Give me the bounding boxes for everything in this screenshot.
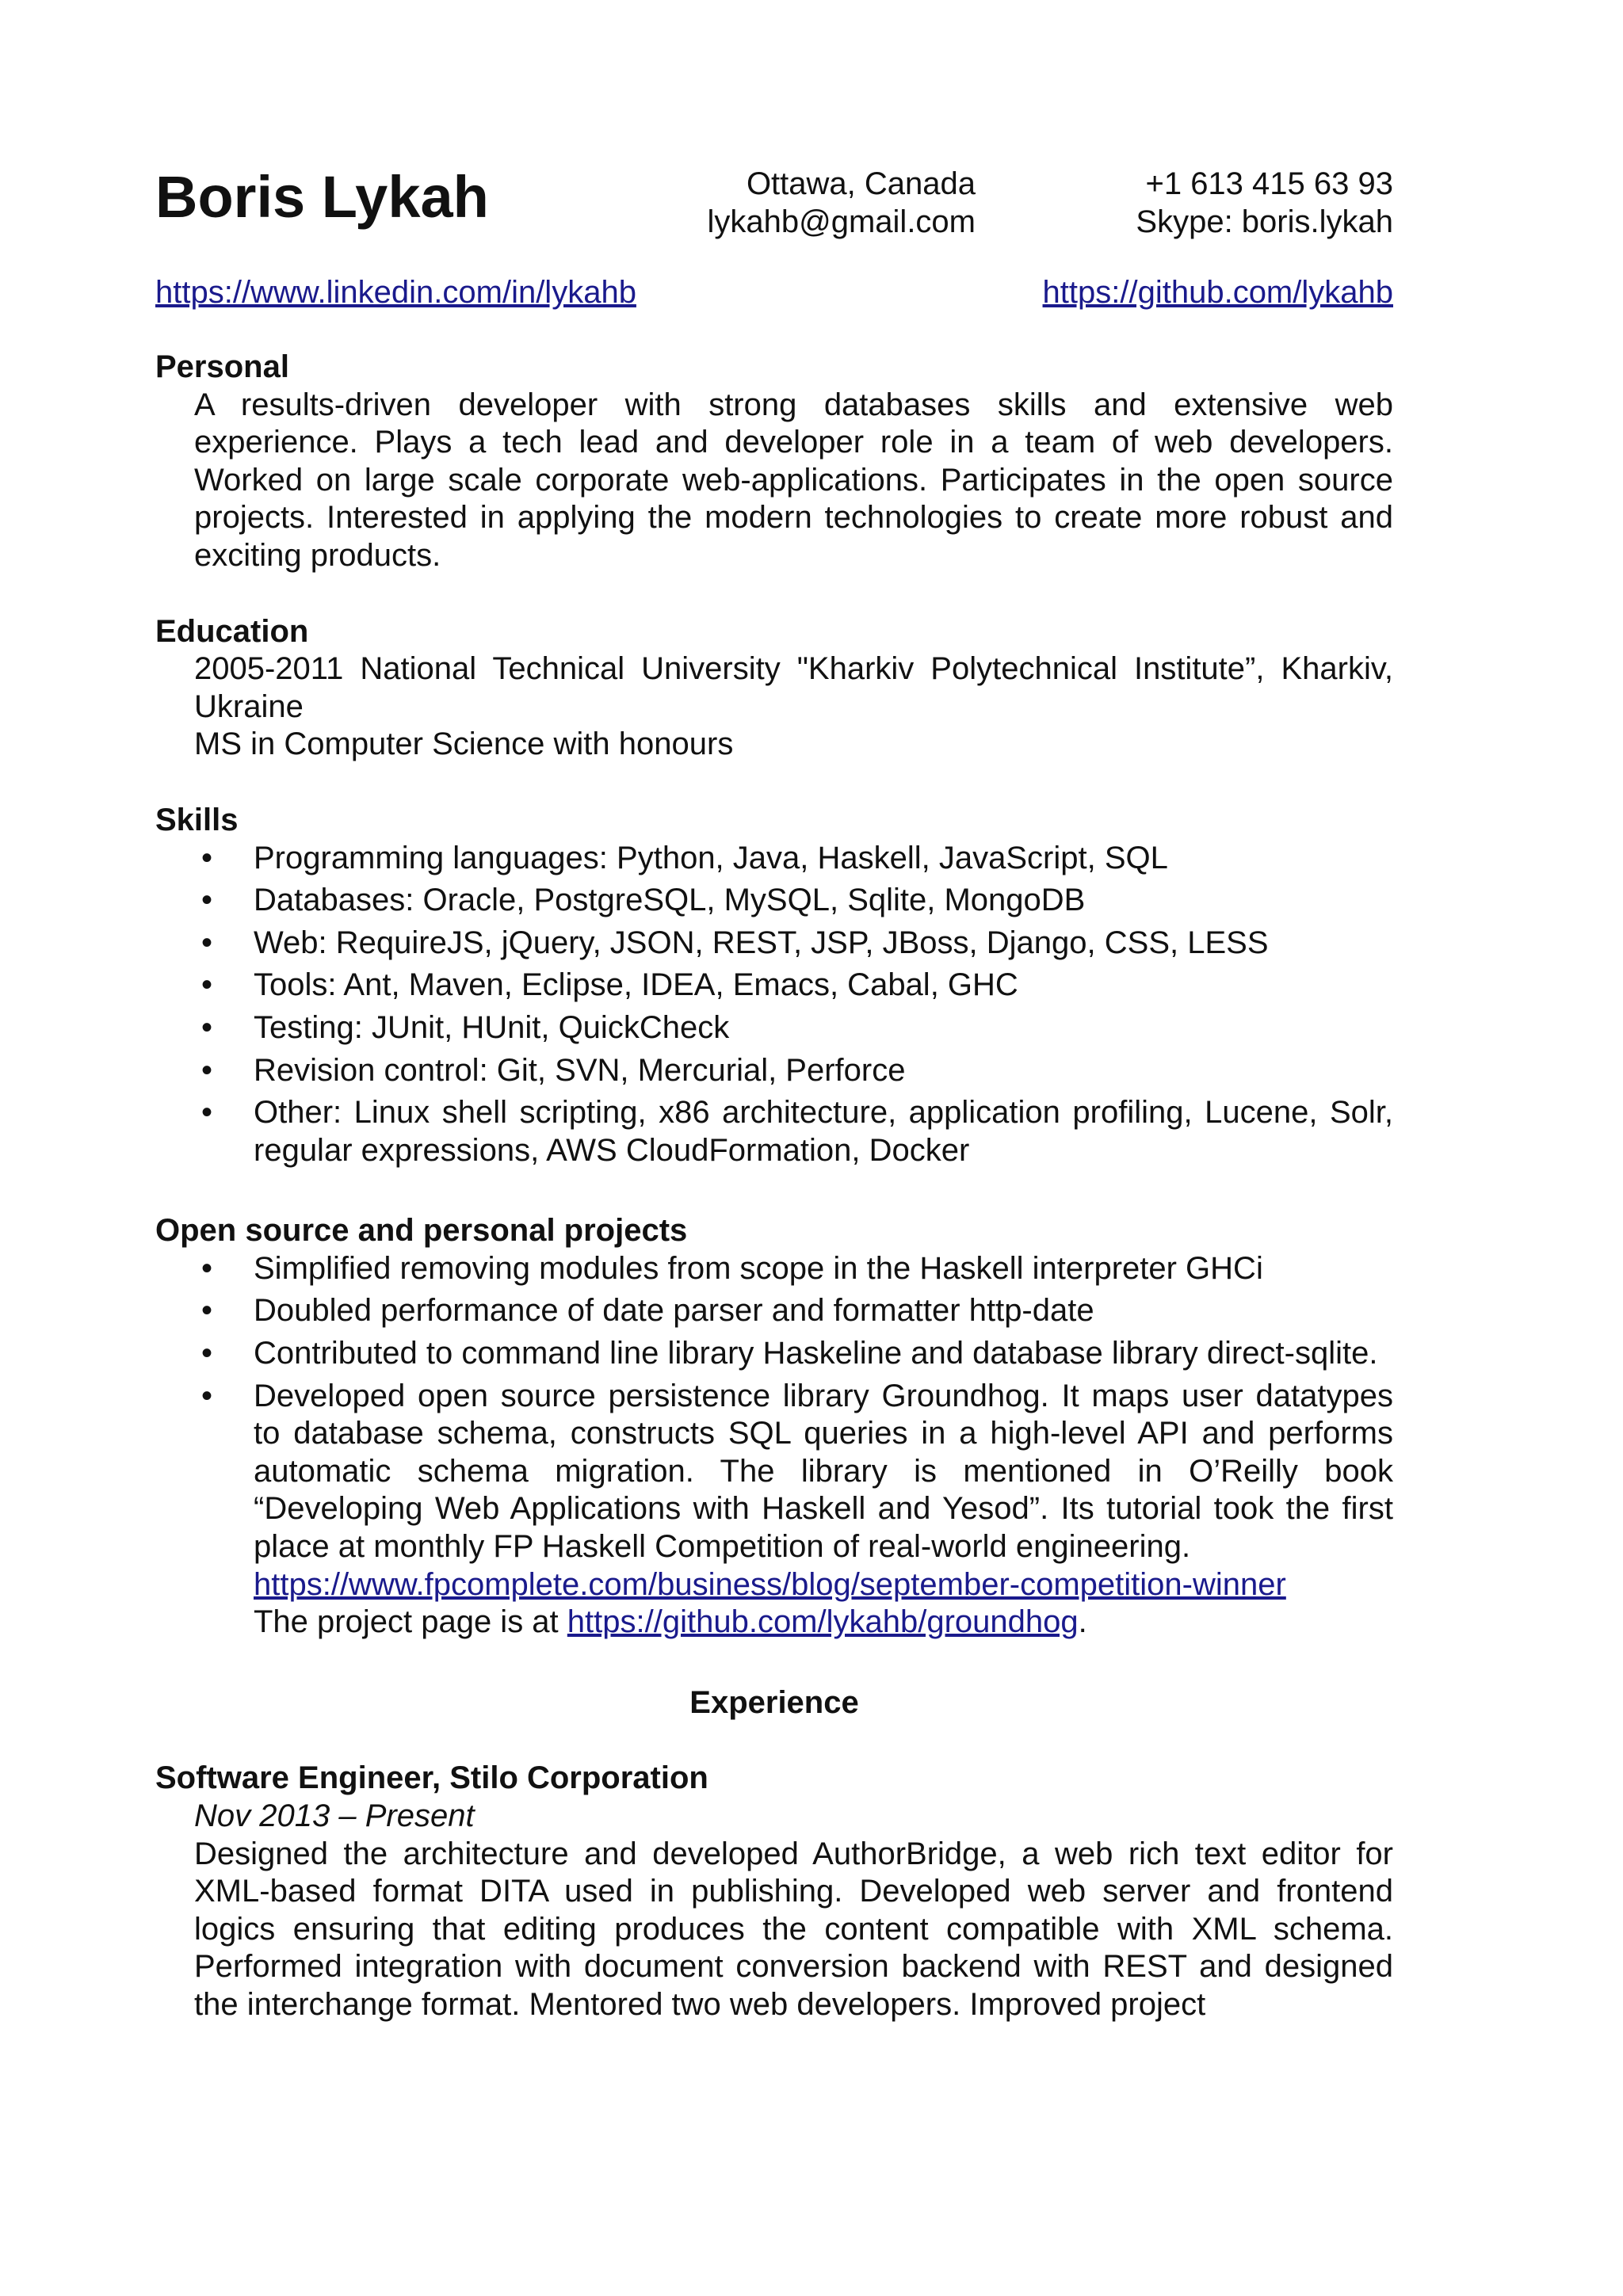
profile-links (155, 273, 1393, 311)
project-page-suffix: . (1078, 1604, 1087, 1640)
skype: Skype: boris.lykah (1136, 204, 1393, 239)
skill-item: • Tools: Ant, Maven, Eclipse, IDEA, Emacs, Cabal, GHC (155, 967, 1393, 1005)
job-title: Software Engineer, Stilo Corporation (155, 1760, 708, 1796)
skill-item: • Other: Linux shell scripting, x86 architecture, application profiling, Lucene, Solr, regular expressions, AWS CloudFormation, Docker (155, 1094, 1393, 1169)
project-item: • Simplified removing modules from scope in the Haskell interpreter GHCi (155, 1250, 1393, 1288)
email[interactable]: lykahb@gmail.com (707, 204, 976, 239)
location: Ottawa, Canada (746, 166, 976, 201)
skill-item: • Programming languages: Python, Java, Haskell, JavaScript, SQL (155, 840, 1393, 878)
contact-phone-block (1136, 165, 1393, 241)
competition-link[interactable]: https://www.fpcomplete.com/business/blog/september-competition-winner (254, 1566, 1286, 1602)
experience-heading: Experience (689, 1684, 859, 1720)
skills-list (155, 840, 1393, 1170)
linkedin-link[interactable]: https://www.linkedin.com/in/lykahb (155, 275, 636, 310)
candidate-name: Boris Lykah (155, 164, 489, 230)
project-page-prefix: The project page is at (254, 1604, 567, 1640)
job-description: Designed the architecture and developed AuthorBridge, a web rich text editor for XML-based format DITA used in publishing. Developed web server and frontend logics ensuring that editing produces the content compatible with XML schema. Performed integration with document conversion backend with REST and designed the interchange format. Mentored two web developers. Improved project (194, 1836, 1393, 2022)
groundhog-description: Developed open source persistence library Groundhog. It maps user datatypes to database schema, constructs SQL queries in a high-level API and performs automatic schema migration. The library is mentioned in O’Reilly book “Developing Web Applications with Haskell and Yesod”. Its tutorial took the first place at monthly FP Haskell Competition of real-world engineering. (254, 1378, 1393, 1565)
personal-heading: Personal (155, 349, 289, 384)
education-heading: Education (155, 613, 309, 649)
skill-item: • Testing: JUnit, HUnit, QuickCheck (155, 1009, 1393, 1047)
skills-heading: Skills (155, 802, 239, 837)
project-item: • Doubled performance of date parser and formatter http-date (155, 1292, 1393, 1330)
project-item-groundhog (155, 1378, 1393, 1642)
job-dates: Nov 2013 – Present (194, 1798, 475, 1833)
phone: +1 613 415 63 93 (1145, 166, 1393, 201)
project-item: • Contributed to command line library Haskeline and database library direct-sqlite. (155, 1335, 1393, 1373)
contact-location-block (708, 165, 976, 241)
skill-item: • Databases: Oracle, PostgreSQL, MySQL, Sqlite, MongoDB (155, 882, 1393, 920)
skill-item: • Revision control: Git, SVN, Mercurial, Perforce (155, 1052, 1393, 1090)
education-degree: MS in Computer Science with honours (194, 727, 734, 762)
resume-body (155, 349, 1393, 2024)
skill-item: • Web: RequireJS, jQuery, JSON, REST, JSP, JBoss, Django, CSS, LESS (155, 925, 1393, 963)
education-university: 2005-2011 National Technical University "Kharkiv Polytechnical Institute”, Kharkiv, Ukraine (194, 651, 1393, 724)
personal-summary: A results-driven developer with strong databases skills and extensive web experience. Plays a tech lead and developer role in a team of web developers. Worked on large scale corporate web-applications. Participates in the open source projects. Interested in applying the modern technologies to create more robust and exciting products. (194, 387, 1393, 573)
projects-heading: Open source and personal projects (155, 1213, 688, 1249)
groundhog-repo-link[interactable]: https://github.com/lykahb/groundhog (567, 1604, 1079, 1640)
projects-list (155, 1250, 1393, 1642)
github-link[interactable]: https://github.com/lykahb (1042, 275, 1393, 310)
